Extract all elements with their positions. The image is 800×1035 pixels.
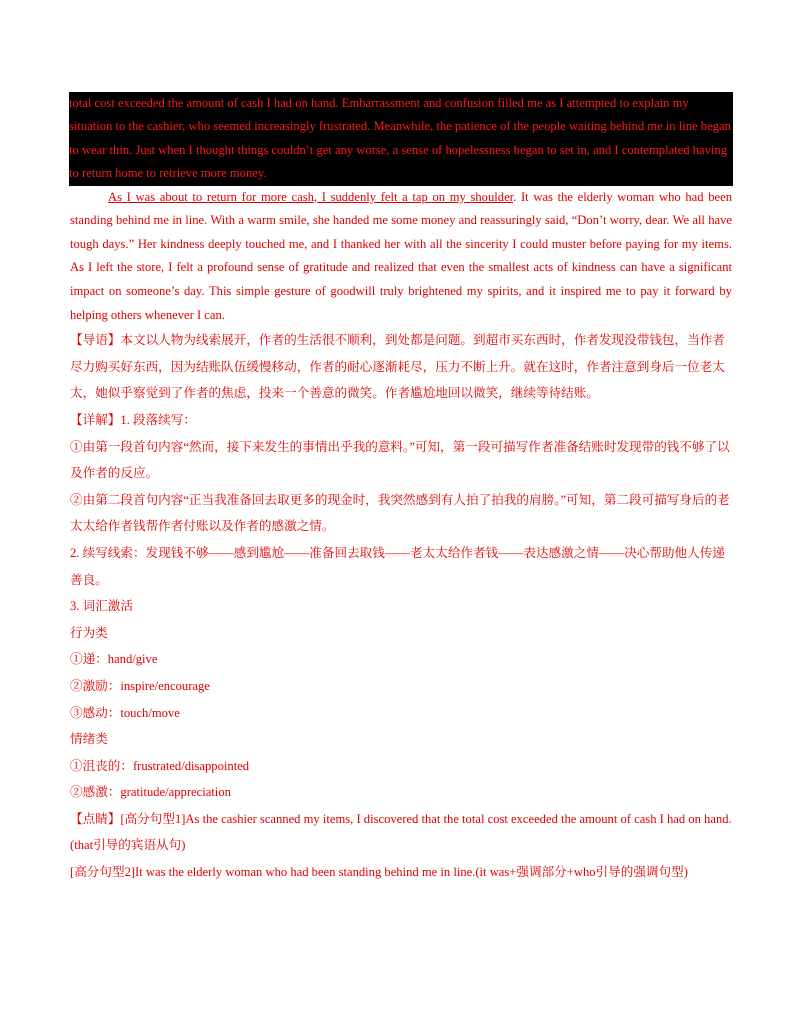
vocab-item: ②感激：gratitude/appreciation (70, 785, 231, 800)
detail-item1-a: ①由第一段首句内容“然而，接下来发生的事情出乎我的意料。”可知，第一段可描写作者准备结账时发现带的钱不够了以及作者的反应。 (70, 439, 730, 481)
paragraph-one-ending: total cost exceeded the amount of cash I had on hand. Embarrassment and confusion filled me as I attempted to explain my situation to the cashier, who seemed increasingly frustrated. Meanwhile, the patience of the people waiting behind me in line began to wear thin. Just when I thought things couldn’t get any worse, a sense of hopelessness began to set in, and I contemplated having to return home to retrieve more money. (69, 96, 731, 181)
detail-item1-b: ②由第二段首句内容“正当我准备回去取更多的现金时，我突然感到有人拍了拍我的肩膀。”可知，第二段可描写身后的老太太给作者钱帮作者付账以及作者的感激之情。 (70, 492, 730, 534)
guide-label: 【导语】 (70, 333, 121, 348)
paragraph-two-opening: As I was about to return for more cash, I suddenly felt a tap on my shoulder (108, 189, 514, 204)
detail-item2: 2. 续写线索：发现钱不够——感到尴尬——准备回去取钱——老太太给作者钱——表达感激之情——决心帮助他人传递善良。 (70, 545, 725, 587)
paragraph-two-body: . It was the elderly woman who had been standing behind me in line. With a warm smile, she handed me some money and reassuringly said, “Don’t worry, dear. We all have tough days.” Her kindness deeply touched me, and I thanked her with all the sincerity I could muster before paying for my items. As I left the store, I felt a profound sense of gratitude and realized that even the smallest acts of kindness can have a significant impact on someone’s day. This simple gesture of goodwill truly brightened my spirits, and it inspired me to pay it forward by helping others whenever I can. (70, 189, 733, 322)
highlighted-paragraph (69, 92, 733, 186)
points-sentence-2: [高分句型2]It was the elderly woman who had been standing behind me in line.(it was+强调部分+who引导的强调句型) (70, 865, 688, 880)
document-page (70, 92, 732, 886)
guide-text: 本文以人物为线索展开，作者的生活很不顺利，到处都是问题。到超市买东西时，作者发现没带钱包，当作者尽力购买好东西，因为结账队伍缓慢移动，作者的耐心逐渐耗尽，压力不断上升。就在这时，作者注意到身后一位老太太，她似乎察觉到了作者的焦虑，投来一个善意的微笑。作者尴尬地回以微笑，继续等待结账。 (70, 333, 725, 401)
detail-heading (70, 407, 732, 434)
points-sentence-1: [高分句型1]As the cashier scanned my items, I discovered that the total cost exceeded the amount of cash I had on hand.(that引导的宾语从句) (70, 811, 732, 853)
vocab-item: ②激励：inspire/encourage (70, 678, 210, 693)
detail-item3: 3. 词汇激活 (70, 599, 133, 614)
points-section (70, 806, 732, 859)
vocab-item: ①沮丧的：frustrated/disappointed (70, 758, 250, 773)
vocab-category-action: 行为类 (70, 625, 108, 640)
vocab-item: ①递：hand/give (70, 652, 158, 667)
detail-label: 【详解】 (70, 412, 121, 427)
guide-section (70, 327, 732, 407)
detail-item1-title: 1. 段落续写： (120, 412, 196, 427)
vocab-category-emotion: 情绪类 (70, 732, 108, 747)
vocab-item: ③感动：touch/move (70, 705, 180, 720)
paragraph-two (70, 186, 732, 328)
points-label: 【点睛】 (70, 811, 121, 826)
